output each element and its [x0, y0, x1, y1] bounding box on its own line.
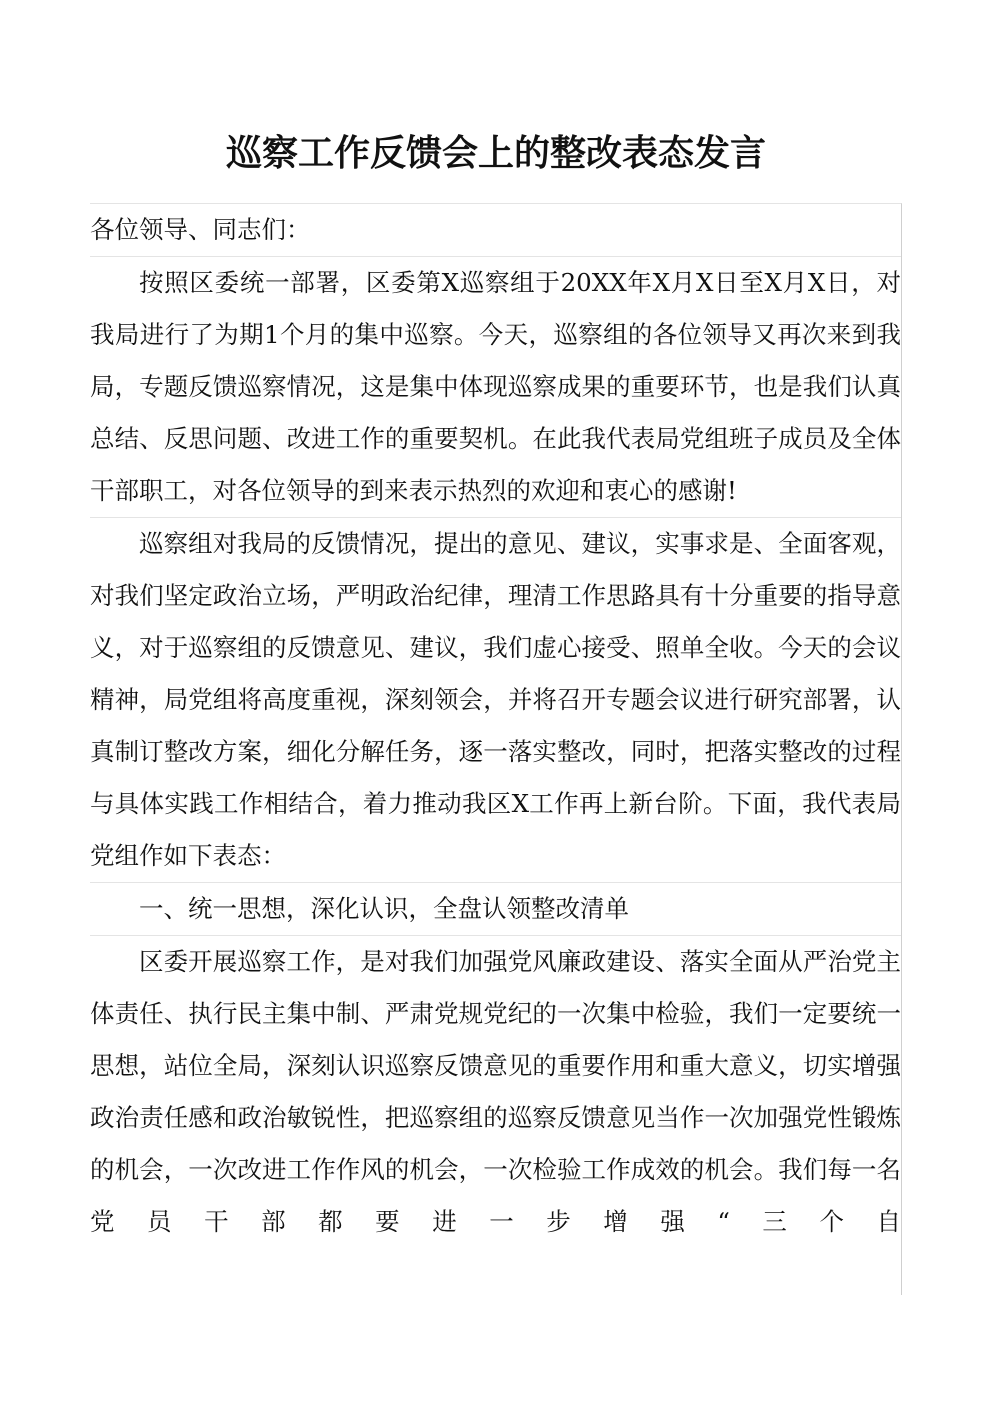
paragraph-2: 巡察组对我局的反馈情况，提出的意见、建议，实事求是、全面客观，对我们坚定政治立场，严明政治纪律，理清工作思路具有十分重要的指导意义，对于巡察组的反馈意见、建议，我们虚心接受、照单全收。今天的会议精神，局党组将高度重视，深刻领会，并将召开专题会议进行研究部署，认真制订整改方案，细化分解任务，逐一落实整改，同时，把落实整改的过程与具体实践工作相结合，着力推动我区X工作再上新台阶。下面，我代表局党组作如下表态：	[90, 518, 901, 883]
paragraph-3: 区委开展巡察工作，是对我们加强党风廉政建设、落实全面从严治党主体责任、执行民主集中制、严肃党规党纪的一次集中检验，我们一定要统一思想，站位全局，深刻认识巡察反馈意见的重要作用和重大意义，切实增强政治责任感和政治敏锐性，把巡察组的巡察反馈意见当作一次加强党性锻炼的机会，一次改进工作作风的机会，一次检验工作成效的机会。我们每一名党员干部都要进一步增强“三个自	[90, 947, 901, 1236]
salutation: 各位领导、同志们：	[90, 204, 901, 257]
paragraph-1: 按照区委统一部署，区委第X巡察组于20XX年X月X日至X月X日，对我局进行了为期1个月的集中巡察。今天，巡察组的各位领导又再次来到我局，专题反馈巡察情况，这是集中体现巡察成果的重要环节，也是我们认真总结、反思问题、改进工作的重要契机。在此我代表局党组班子成员及全体干部职工，对各位领导的到来表示热烈的欢迎和衷心的感谢!	[90, 257, 901, 518]
section-heading-1: 一、统一思想，深化认识，全盘认领整改清单	[90, 883, 901, 936]
document-body	[90, 203, 902, 1295]
document-title: 巡察工作反馈会上的整改表态发言	[225, 132, 766, 174]
